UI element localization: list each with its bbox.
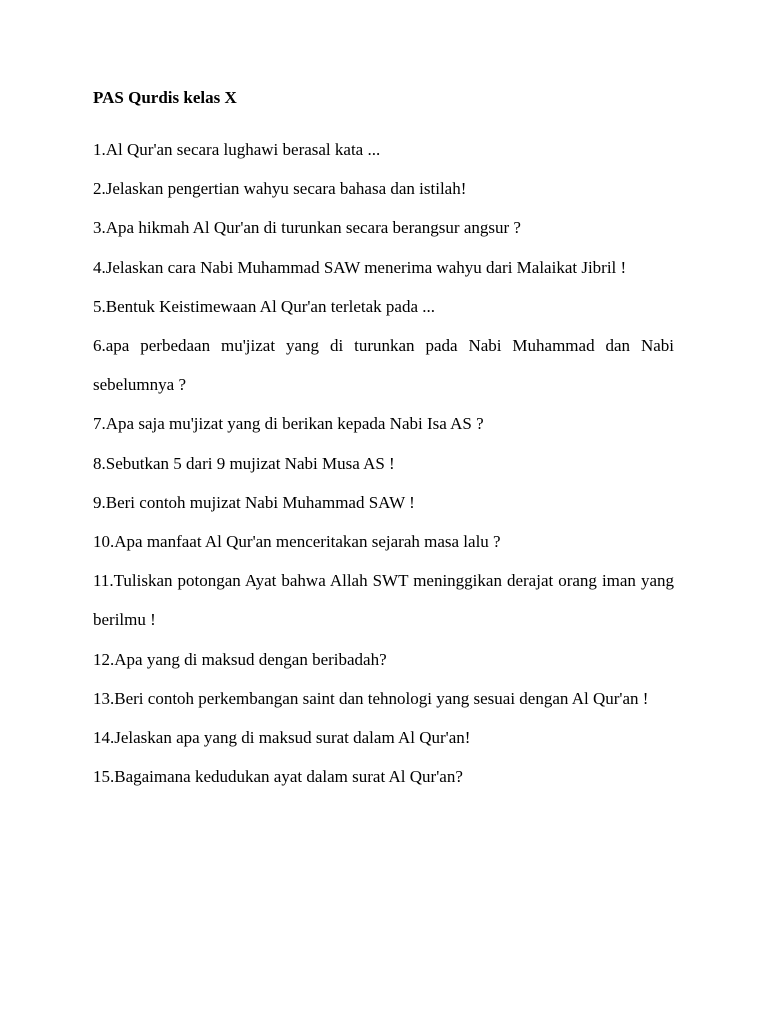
- question-item: 1.Al Qur'an secara lughawi berasal kata ...: [93, 140, 381, 159]
- question-item: 15.Bagaimana kedudukan ayat dalam surat Al Qur'an?: [93, 767, 463, 787]
- document-title: PAS Qurdis kelas X: [93, 88, 237, 107]
- question-item: 6.apa perbedaan mu'jizat yang di turunkan pada Nabi Muhammad dan Nabi sebelumnya ?: [93, 336, 674, 395]
- question-item: 13.Beri contoh perkembangan saint dan tehnologi yang sesuai dengan Al Qur'an !: [93, 688, 649, 708]
- question-item: 5.Bentuk Keistimewaan Al Qur'an terletak pada ...: [93, 296, 436, 316]
- question-item: 9.Beri contoh mujizat Nabi Muhammad SAW !: [93, 492, 415, 512]
- question-list: [93, 130, 674, 796]
- question-item: 14.Jelaskan apa yang di maksud surat dalam Al Qur'an!: [93, 728, 471, 748]
- question-item: 12.Apa yang di maksud dengan beribadah?: [93, 649, 387, 669]
- question-item: 3.Apa hikmah Al Qur'an di turunkan secara berangsur angsur ?: [93, 218, 521, 238]
- question-item: 8.Sebutkan 5 dari 9 mujizat Nabi Musa AS !: [93, 453, 395, 473]
- question-item: 2.Jelaskan pengertian wahyu secara bahasa dan istilah!: [93, 179, 467, 199]
- question-item: 7.Apa saja mu'jizat yang di berikan kepada Nabi Isa AS ?: [93, 414, 484, 434]
- question-item: 11.Tuliskan potongan Ayat bahwa Allah SWT meninggikan derajat orang iman yang berilmu !: [93, 571, 674, 630]
- question-item: 10.Apa manfaat Al Qur'an menceritakan sejarah masa lalu ?: [93, 532, 501, 552]
- question-item: 4.Jelaskan cara Nabi Muhammad SAW menerima wahyu dari Malaikat Jibril !: [93, 257, 627, 277]
